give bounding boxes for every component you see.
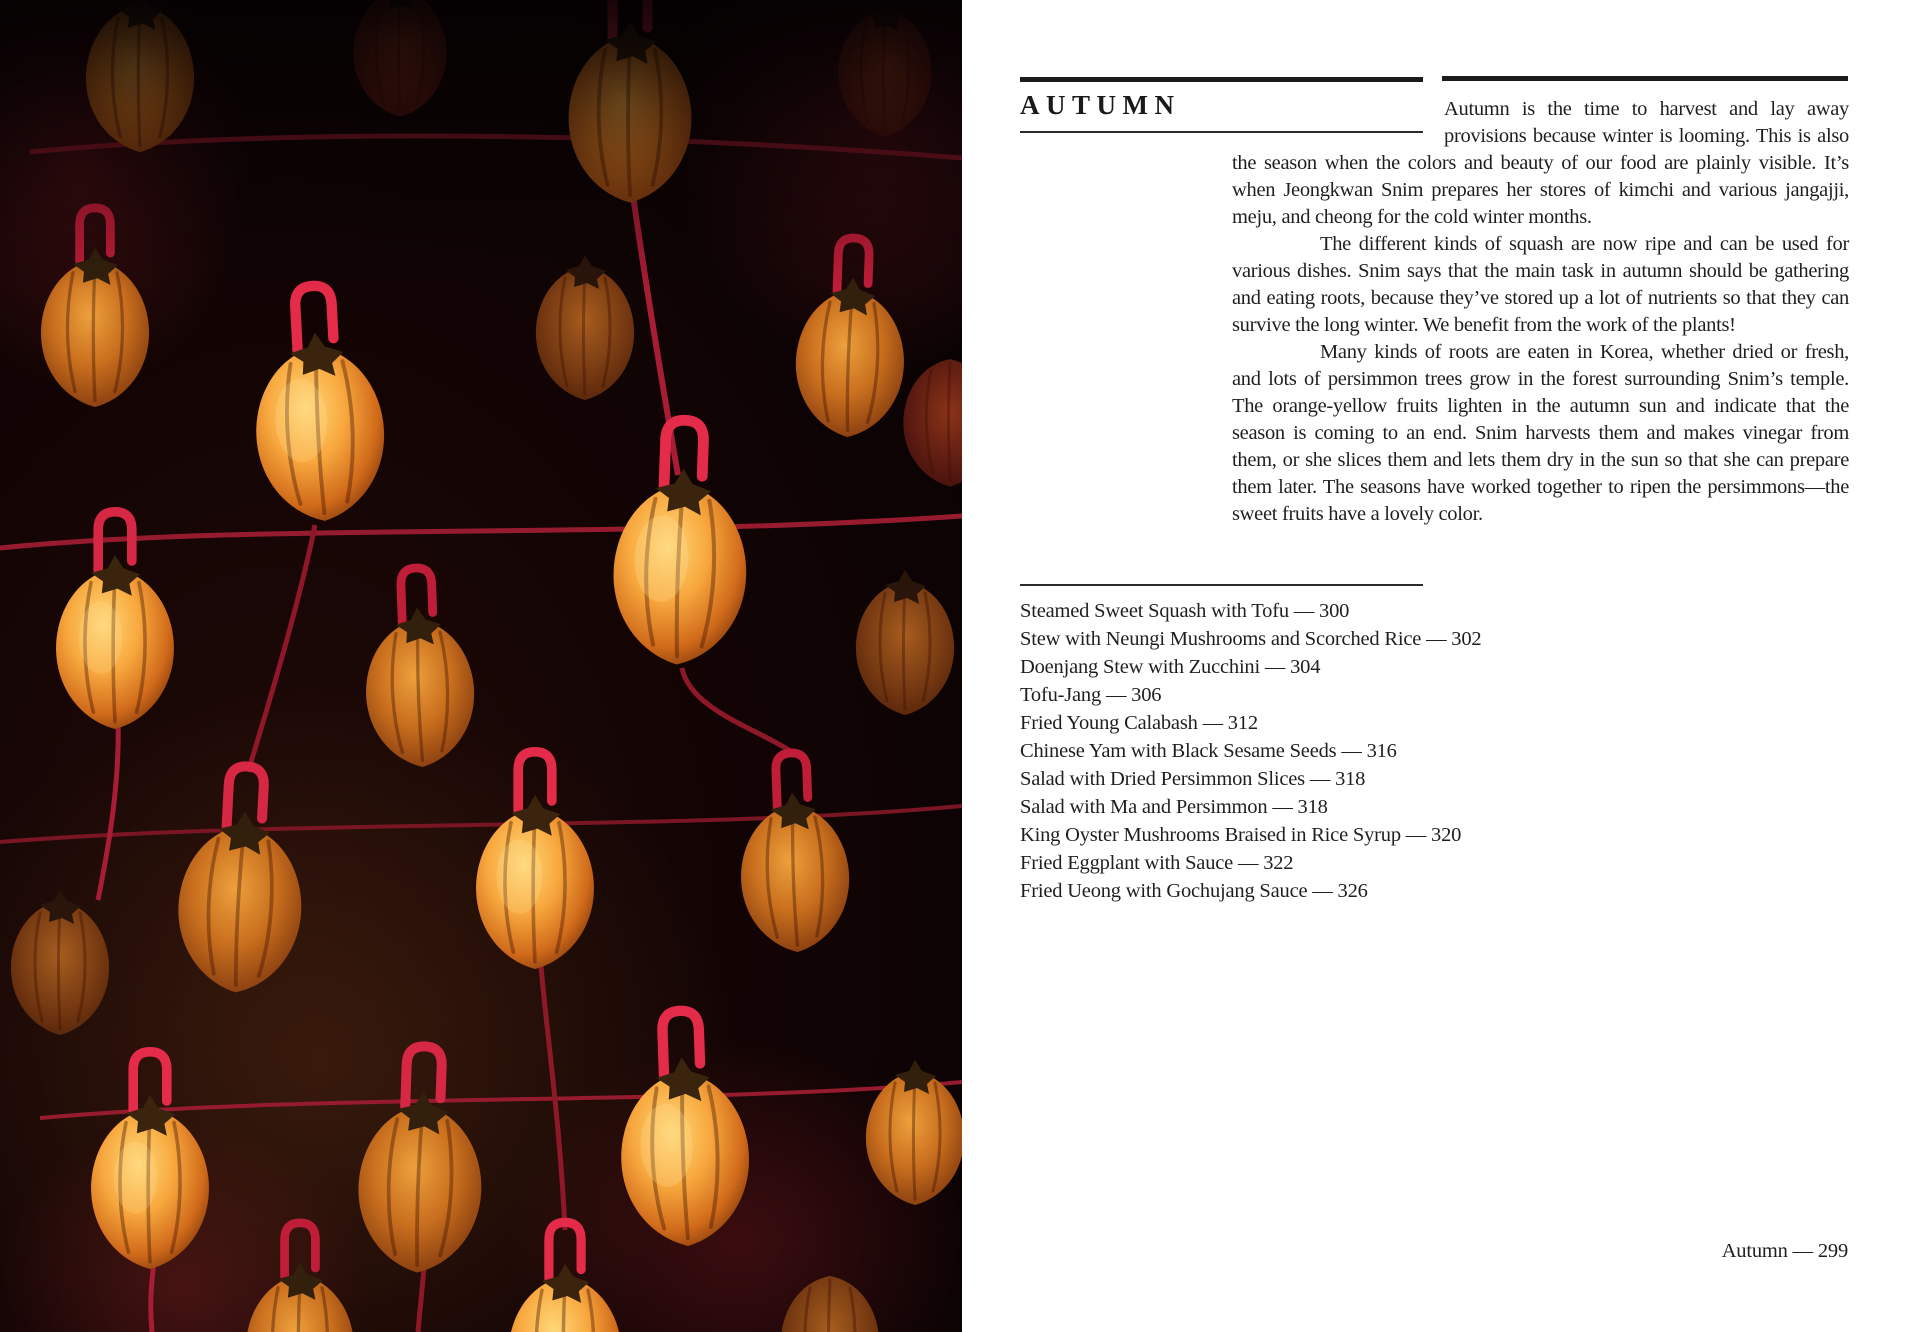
recipe-entry: King Oyster Mushrooms Braised in Rice Syrup — 320 xyxy=(1020,824,1462,846)
recipe-entry: Doenjang Stew with Zucchini — 304 xyxy=(1020,656,1321,678)
recipe-entry: Stew with Neungi Mushrooms and Scorched Rice — 302 xyxy=(1020,628,1482,650)
intro-paragraph: Many kinds of roots are eaten in Korea, whether dried or fresh, and lots of persimmon trees grow in the forest surrounding Snim’s temple. The orange-yellow fruits lighten in the autumn sun and indicate that the season is coming to an end. Snim harvests them and makes vinegar from them, or she slices them and lets them dry in the sun so that she can prepare them later. The seasons have worked together to ripen the persimmons—the sweet fruits have a lovely color. xyxy=(1232,341,1849,525)
page-title: AUTUMN xyxy=(1020,90,1181,120)
recipe-entry: Steamed Sweet Squash with Tofu — 300 xyxy=(1020,600,1350,622)
recipe-entry: Fried Eggplant with Sauce — 322 xyxy=(1020,852,1294,874)
title-top-rule xyxy=(1020,77,1423,82)
recipe-entry: Fried Ueong with Gochujang Sauce — 326 xyxy=(1020,880,1368,902)
recipe-entry: Salad with Ma and Persimmon — 318 xyxy=(1020,796,1328,818)
intro-column-rule xyxy=(1442,76,1848,81)
recipe-list-rule xyxy=(1020,584,1423,586)
recipe-entry: Tofu-Jang — 306 xyxy=(1020,684,1162,706)
text-page xyxy=(962,0,1920,1332)
recipe-list xyxy=(1020,597,1720,905)
recipe-entry: Fried Young Calabash — 312 xyxy=(1020,712,1258,734)
recipe-entry: Chinese Yam with Black Sesame Seeds — 316 xyxy=(1020,740,1397,762)
intro-paragraph xyxy=(1232,96,1849,231)
intro-text xyxy=(1232,96,1849,528)
recipe-entry: Salad with Dried Persimmon Slices — 318 xyxy=(1020,768,1366,790)
intro-paragraph: The different kinds of squash are now ripe and can be used for various dishes. Snim says that the main task in autumn should be gathering and eating roots, because they’ve stored up a lot of nutrients so that they can survive the long winter. We benefit from the work of the plants! xyxy=(1232,233,1849,336)
title-wrap-spacer xyxy=(1232,96,1444,150)
intro-paragraph-text: Autumn is the time to harvest and lay away provisions because winter is looming. This is also the season when the colors and beauty of our food are plainly visible. It’s when Jeongkwan Snim prepares her stores of kimchi and various jangajji, meju, and cheong for the cold winter months. xyxy=(1232,98,1849,228)
page-folio: Autumn — 299 xyxy=(1721,1240,1848,1262)
